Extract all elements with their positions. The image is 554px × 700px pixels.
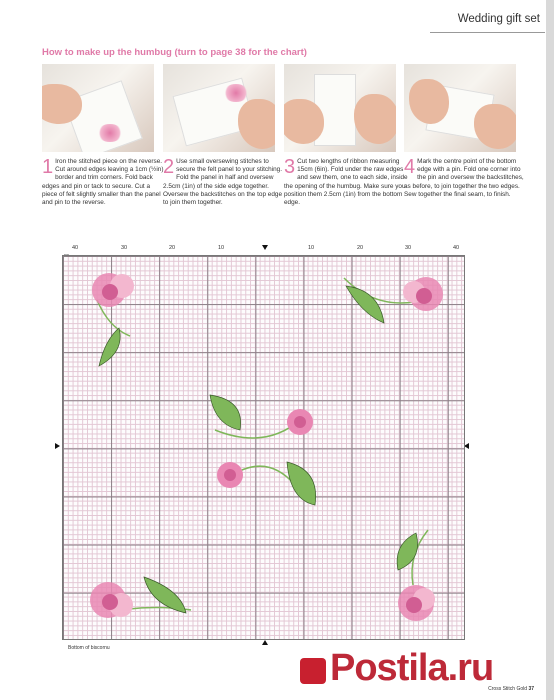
- step-number: 3: [284, 156, 296, 178]
- step-3: [284, 158, 408, 207]
- chart-top-tick: 30: [121, 245, 128, 251]
- step-text: Cut two lengths of ribbon measuring 15cm (6in). Fold under the raw edges and sew them, one to each side, inside the opening of the humbug. Make sure you position them 2.5cm (1in) from the bottom edge.: [284, 158, 408, 207]
- center-marker-top-arrow: [262, 245, 268, 250]
- center-marker-left-arrow: [55, 443, 60, 449]
- step-4: [404, 158, 528, 199]
- chart-top-tick: 30: [405, 245, 412, 251]
- chart-top-tick: 40: [453, 245, 460, 251]
- step-number: 4: [404, 156, 416, 178]
- hand-shape: [42, 84, 82, 124]
- step-text: Mark the centre point of the bottom edge with a pin. Fold one corner into the pin and oversew the backstitches, as before, to join together the two edges. Sew together the final seam, to finish.: [404, 158, 524, 198]
- chart-top-tick: 20: [169, 245, 176, 251]
- step-3-photo: [284, 64, 396, 152]
- stitched-rose-shape: [97, 124, 123, 142]
- hand-shape: [284, 99, 324, 144]
- footer-magazine: Cross Stitch Gold: [488, 686, 528, 692]
- chart-top-tick: 40: [72, 245, 79, 251]
- step-4-photo: [404, 64, 516, 152]
- section-heading: How to make up the humbug (turn to page 38 for the chart): [42, 47, 307, 58]
- step-1-photo: [42, 64, 154, 152]
- header-rule: [430, 32, 545, 33]
- step-text: Use small oversewing stitches to secure the felt panel to your stitching. Fold the panel in half and oversew 2.5cm (1in) of the side edge together. Oversew the backstitches on the top edge to join them together.: [163, 158, 283, 207]
- center-marker-bottom-arrow: [262, 640, 268, 645]
- chart-top-tick: 10: [308, 245, 315, 251]
- rose-motif-bottom-left: [86, 575, 196, 625]
- rose-motif-top-left: [85, 268, 145, 378]
- chart-top-tick: 20: [357, 245, 364, 251]
- hand-shape: [238, 99, 275, 149]
- step-text: Iron the stitched piece on the reverse. Cut around edges leaving a 1cm (½in) border and trim corners. Fold back edges and pin or tack to secure. Cut a piece of felt slightly smaller than the panel and pin to the reverse.: [42, 158, 164, 207]
- step-number: 1: [42, 156, 54, 178]
- step-2: [163, 158, 287, 207]
- step-number: 2: [163, 156, 175, 178]
- hand-shape: [354, 94, 396, 144]
- step-2-photo: [163, 64, 275, 152]
- hand-shape: [409, 79, 449, 124]
- rose-motif-center: [205, 390, 325, 515]
- page-edge: [546, 0, 554, 700]
- chart-caption: Bottom of biscornu: [68, 645, 110, 651]
- footer: [488, 686, 534, 692]
- rose-motif-top-right: [334, 268, 454, 328]
- stitched-rose-shape: [223, 84, 249, 102]
- watermark-text: Postila.ru: [330, 647, 494, 689]
- hand-shape: [474, 104, 516, 149]
- step-1: [42, 158, 166, 207]
- watermark-logo-icon: [300, 658, 326, 684]
- footer-page-number: 37: [528, 686, 534, 692]
- running-header-title: Wedding gift set: [457, 13, 540, 25]
- rose-motif-bottom-right: [388, 525, 448, 625]
- chart-top-tick: 10: [218, 245, 225, 251]
